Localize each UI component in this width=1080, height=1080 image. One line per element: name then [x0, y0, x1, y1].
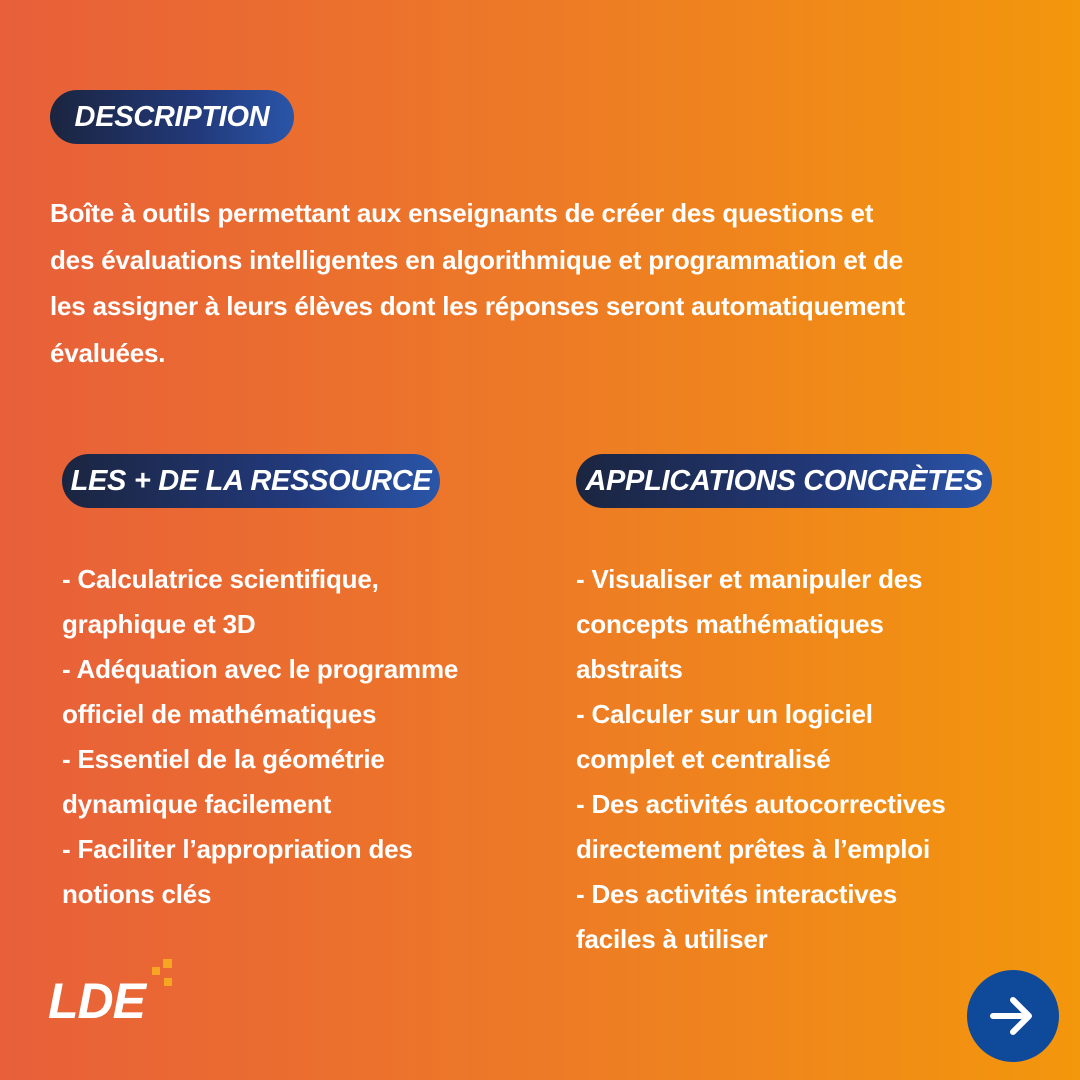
- arrow-right-icon: [989, 996, 1037, 1036]
- les-plus-line: officiel de mathématiques: [62, 699, 377, 729]
- applications-line: - Calculer sur un logiciel: [576, 699, 873, 729]
- description-line: Boîte à outils permettant aux enseignants de créer des questions et: [50, 198, 874, 228]
- description-heading: DESCRIPTION: [74, 100, 270, 133]
- description-heading-pill: [50, 90, 294, 144]
- les-plus-line: graphique et 3D: [62, 609, 256, 639]
- description-line: des évaluations intelligentes en algorithmique et programmation et de: [50, 244, 904, 275]
- applications-list: [576, 557, 1046, 962]
- les-plus-line: - Adéquation avec le programme: [62, 654, 459, 684]
- description-line: les assigner à leurs élèves dont les réponses seront automatiquement: [50, 291, 905, 321]
- les-plus-list: [62, 557, 532, 917]
- description-paragraph: [50, 190, 1010, 376]
- les-plus-line: - Calculatrice scientifique,: [62, 564, 379, 594]
- les-plus-line: - Essentiel de la géométrie: [62, 744, 385, 774]
- next-button[interactable]: [967, 970, 1059, 1062]
- logo-text: LDE: [48, 973, 145, 1029]
- lde-logo: [48, 956, 178, 1029]
- logo-dots-icon: [148, 956, 174, 990]
- applications-heading-pill: [576, 454, 992, 508]
- applications-line: complet et centralisé: [576, 744, 831, 774]
- applications-line: directement prêtes à l’emploi: [576, 834, 930, 864]
- les-plus-heading: LES + DE LA RESSOURCE: [70, 464, 432, 497]
- applications-line: - Des activités interactives: [576, 879, 898, 909]
- applications-line: abstraits: [576, 654, 683, 684]
- les-plus-line: notions clés: [62, 879, 212, 909]
- applications-line: - Des activités autocorrectives: [576, 789, 946, 819]
- les-plus-heading-pill: [62, 454, 440, 508]
- applications-heading: APPLICATIONS CONCRÈTES: [585, 464, 983, 497]
- applications-line: concepts mathématiques: [576, 609, 884, 639]
- applications-line: faciles à utiliser: [576, 924, 768, 954]
- description-line: évaluées.: [50, 337, 166, 368]
- les-plus-line: - Faciliter l’appropriation des: [62, 834, 413, 864]
- applications-line: - Visualiser et manipuler des: [576, 564, 923, 594]
- les-plus-line: dynamique facilement: [62, 789, 332, 819]
